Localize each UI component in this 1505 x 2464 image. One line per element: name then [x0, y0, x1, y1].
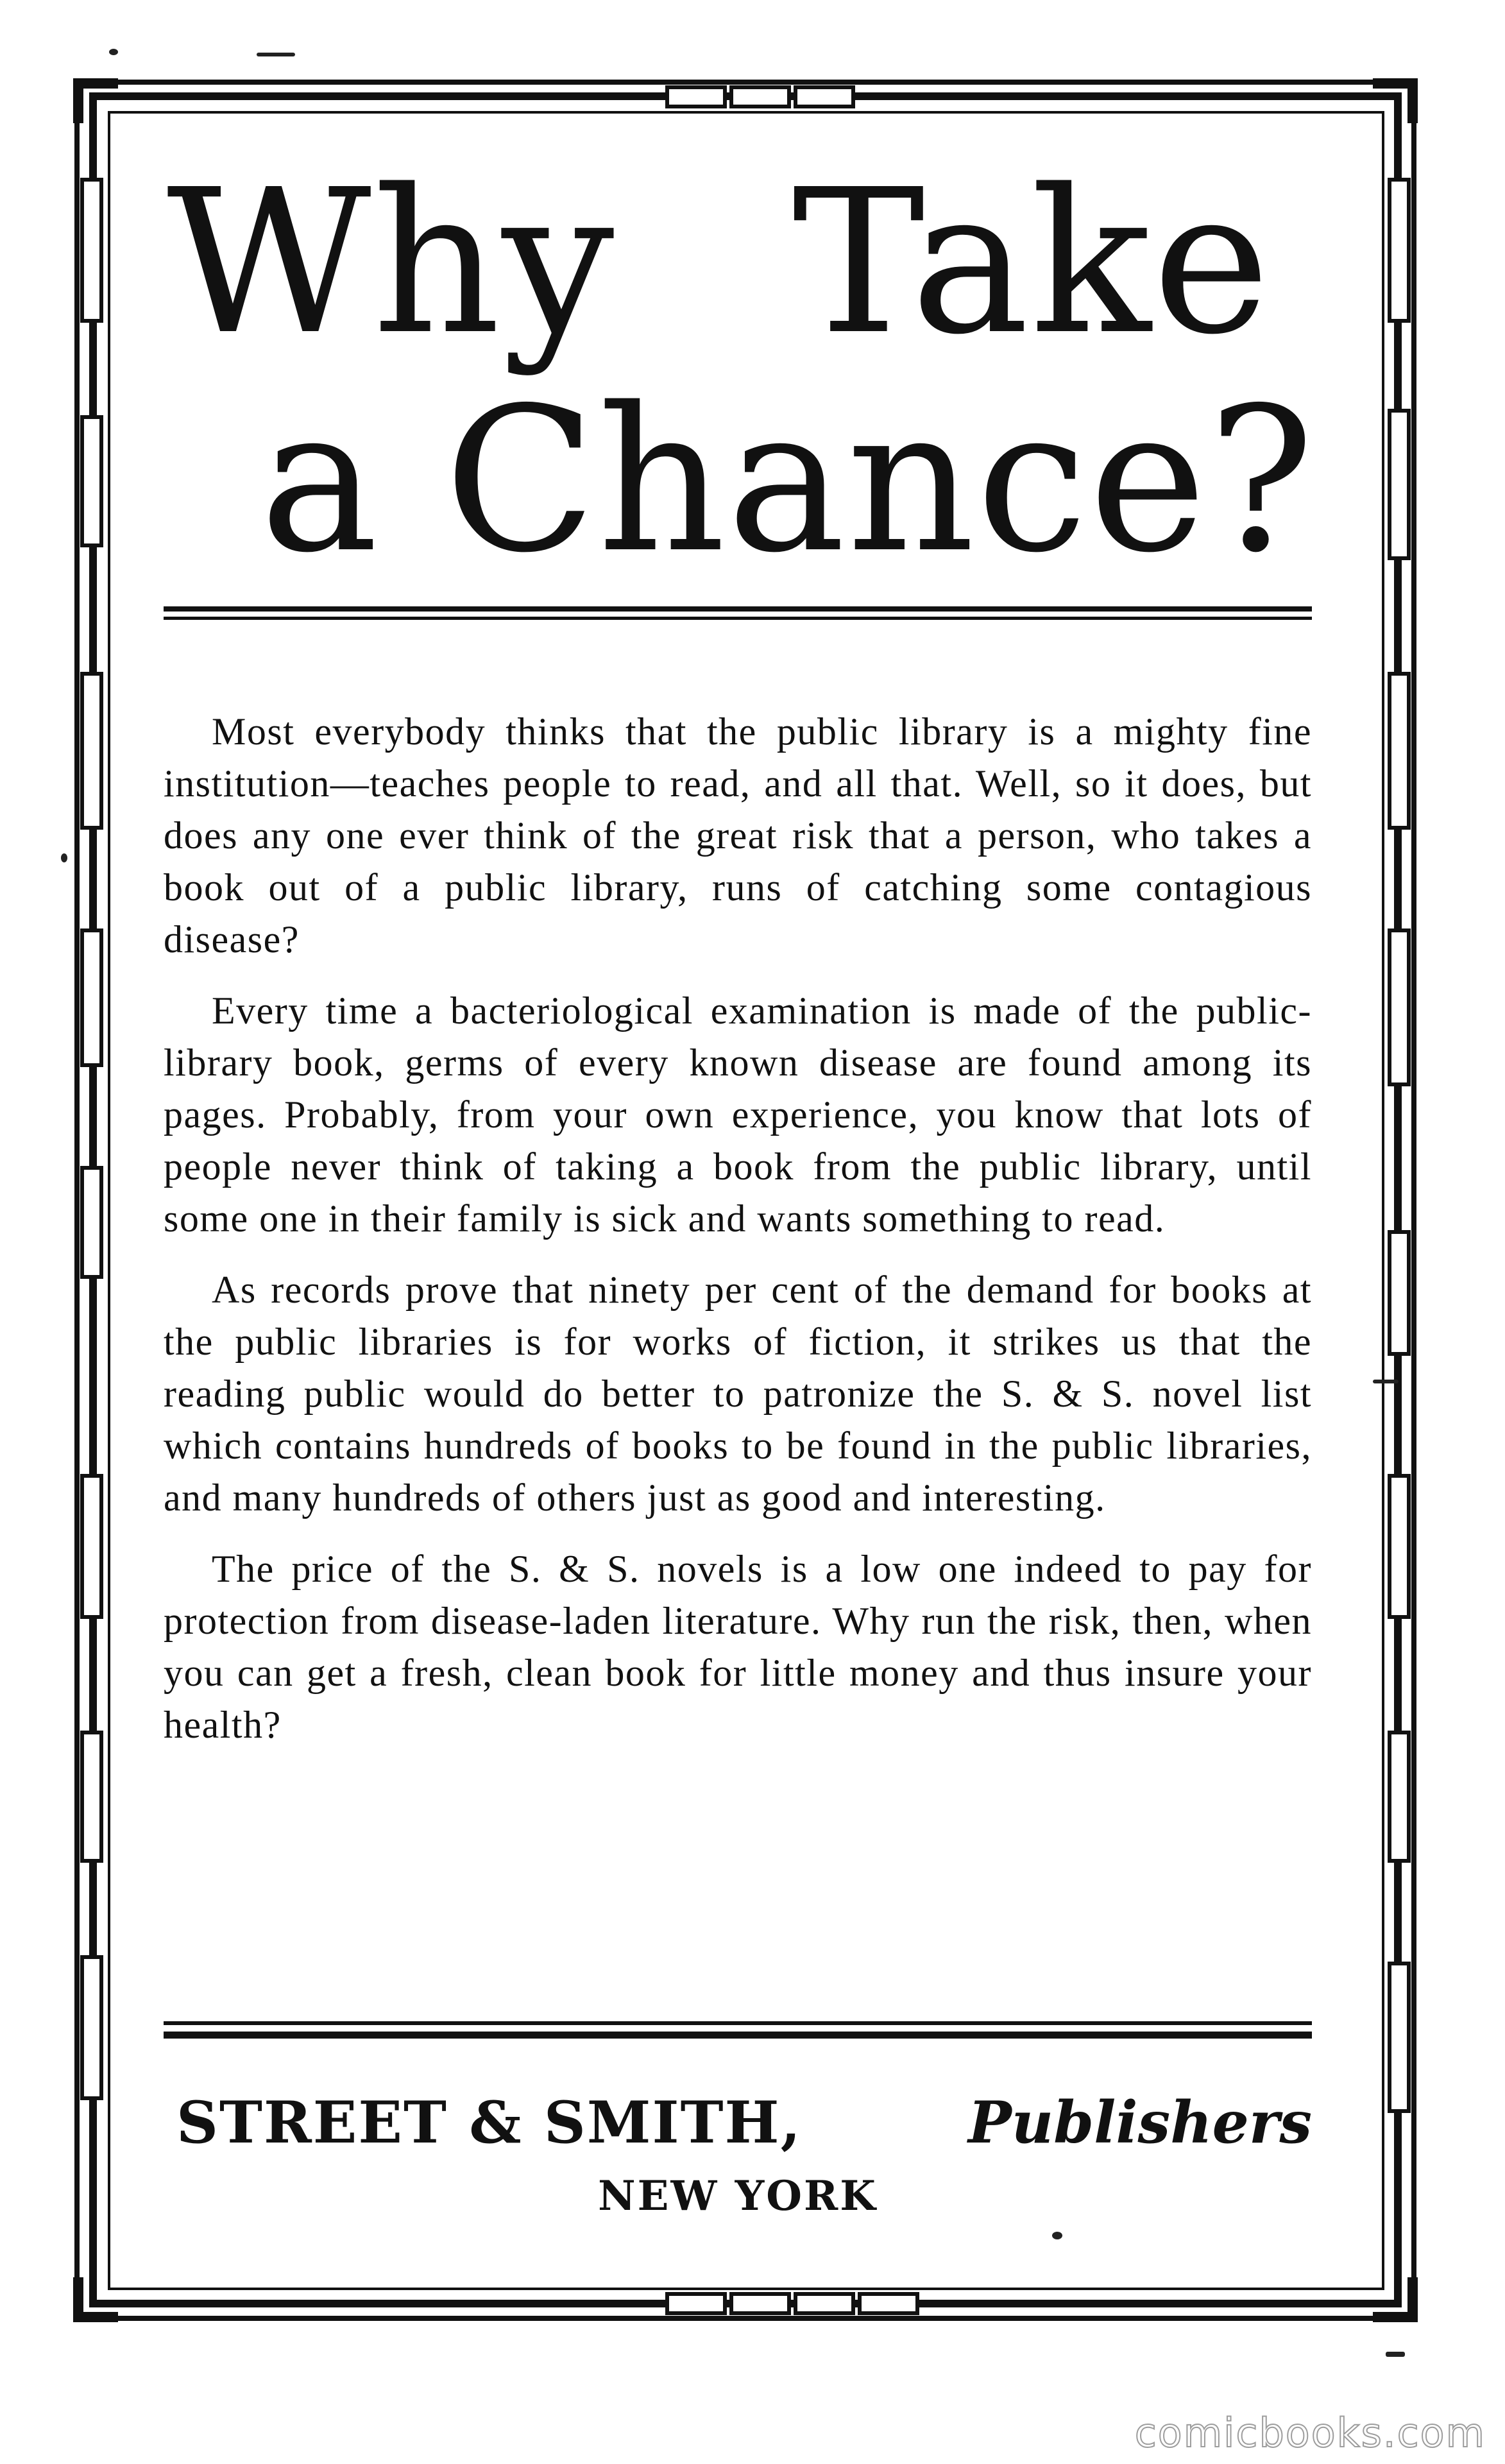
publisher-city: NEW YORK	[598, 2172, 878, 2220]
print-speck	[257, 53, 295, 56]
rule-under-headline	[164, 606, 1312, 622]
publisher-name: STREET & SMITH,	[176, 2089, 802, 2157]
headline-line-2: a Chance?	[260, 365, 1316, 597]
headline-line-1	[167, 147, 1345, 379]
publisher-line	[164, 2089, 1312, 2166]
paragraph-fiction-demand: As records prove that ninety per cent of the demand for books at the public libraries is for works of fiction, it strikes us that the reading public would do better to patronize the S. & S. novel list which contains hundreds of books to be found in the public libraries, and many hundreds of others just as good and interesting.	[164, 1269, 1312, 1519]
body-copy	[164, 706, 1312, 1770]
paragraph-germs: Every time a bacteriological examination is made of the public-library book, germs of every known disease are found among its pages. Probably, from your own experience, you know that lots of people never think of taking a book from the public library, until some one in their family is sick and wants something to read.	[164, 989, 1312, 1240]
print-speck	[1373, 1380, 1399, 1383]
paragraph-library-risk: Most everybody thinks that the public library is a mighty fine institution—teaches people to read, and all that. Well, so it does, but does any one ever think of the great risk that a person, who takes a book out of a public library, runs of catching some contagious disease?	[164, 710, 1312, 961]
headline-word-take: Take	[792, 147, 1271, 379]
watermark: comicbooks.com	[1134, 2409, 1486, 2456]
advertisement	[164, 147, 1341, 2275]
print-speck	[109, 49, 118, 55]
headline-word-why: Why	[167, 147, 616, 379]
print-speck	[1386, 2352, 1405, 2357]
publisher-role: Publishers	[968, 2089, 1312, 2157]
paragraph-price: The price of the S. & S. novels is a low one indeed to pay for protection from disease-laden literature. Why run the risk, then, when you can get a fresh, clean book for little money and thus insure your health?	[164, 1548, 1312, 1746]
print-speck	[1052, 2232, 1062, 2239]
print-speck	[61, 853, 67, 862]
rule-above-publisher	[164, 2021, 1312, 2043]
